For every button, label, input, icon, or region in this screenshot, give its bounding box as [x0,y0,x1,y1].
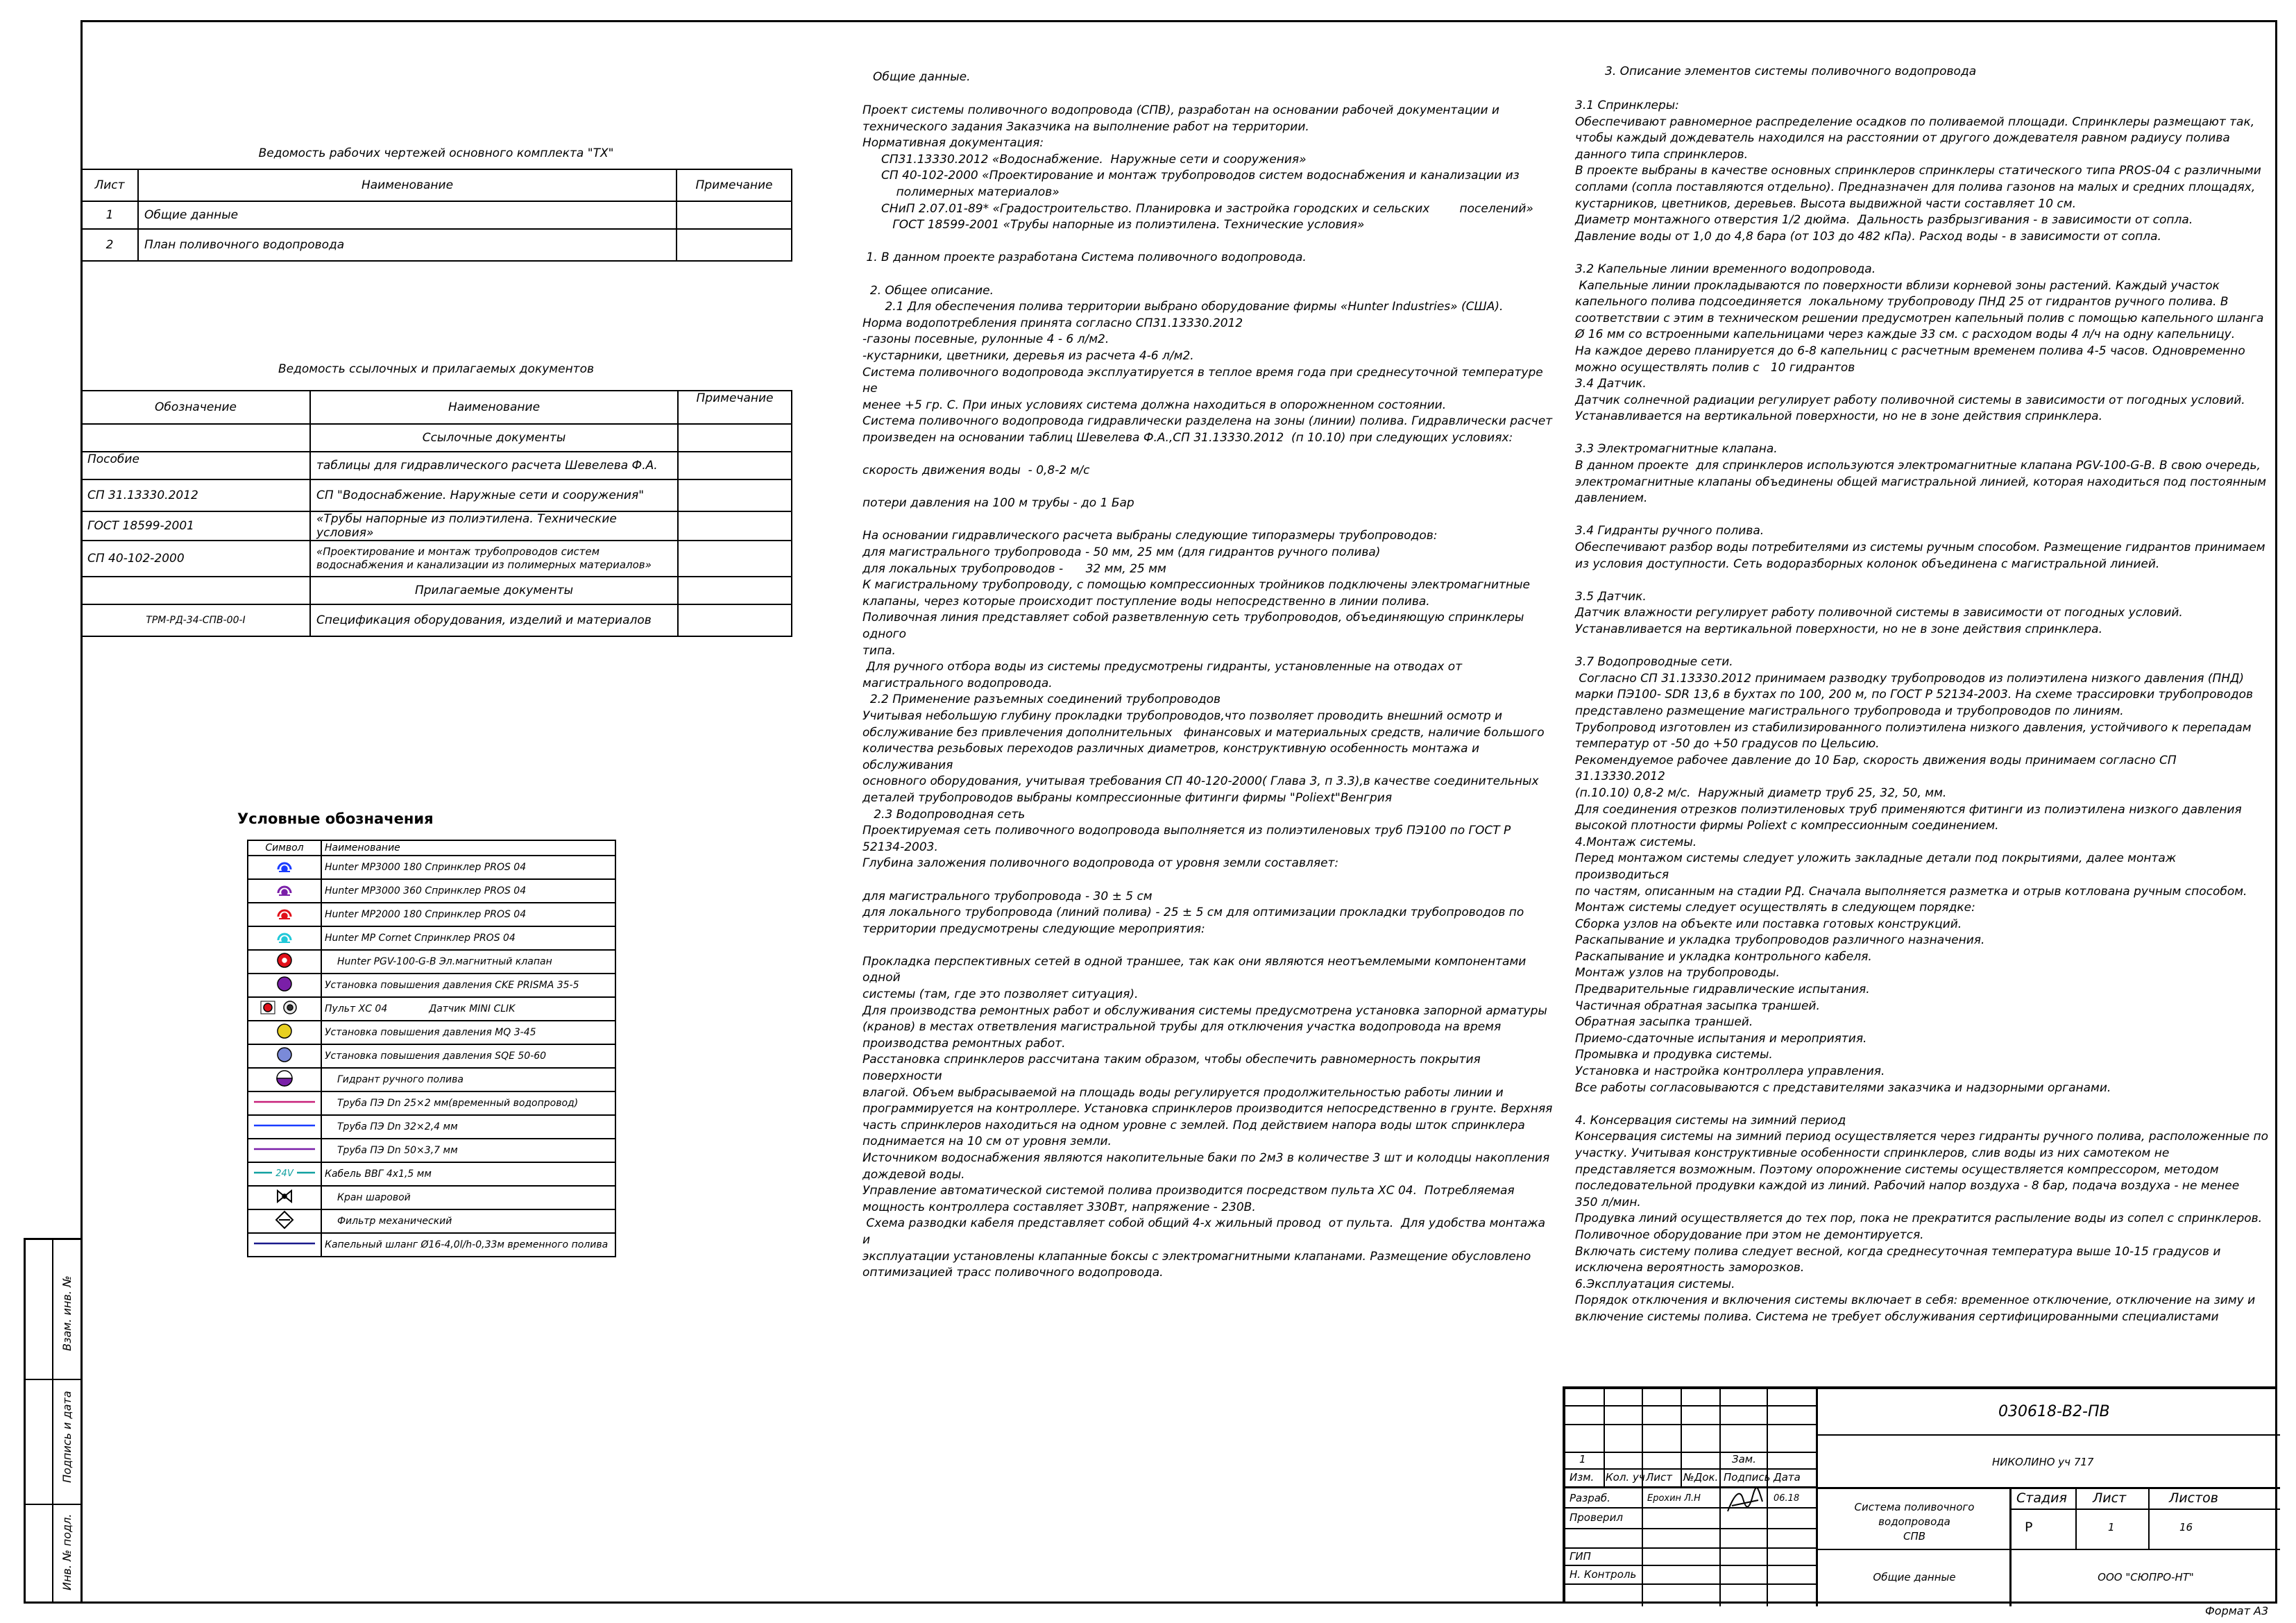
legend-title: Условные обозначения [237,810,434,827]
legend-row [248,997,615,1021]
legend-item-label: Установка повышения давления CKE PRISMA 35-5 [325,980,579,991]
legend-item-name [321,974,615,997]
stamp-name-dev: Ерохин Л.Н [1647,1493,1701,1504]
line-navy-icon [248,1234,321,1253]
general-data-text: Проект системы поливочного водопровода (СПВ), разработан на основании рабочей документации и технического задания Заказчика на выполнение работ на территории. Нормативная документация: СП31.13330.2012 «Водоснабжение. Наружные сети и сооружения» СП 40-102-2000 «Проектирование и монтаж трубопроводов систем водоснабжения и канализации из полимерных материалов» СНиП 2.07.01-89* «Градостроительство. Планировка и застройка городских и сельских поселений» ГОСТ 18599-2001 «Трубы напорные из полиэтилена. Технические условия» 1. В данном проекте разработана Система поливочного водопровода. 2. Общее описание. 2.1 Для обеспечения полива территории выбрано оборудование фирмы «Hunter Industries» (США). Норма водопотребления принята согласно СП31.13330.2012 -газоны посевные, рулонные 4 - 6 л/м2. -кустарники, цветники, деревья из расчета 4-6 л/м2. Система поливочного водопровода эксплуатируется в теплое время года при среднесуточной температуре не менее +5 гр. С. При иных условиях система должна находиться в опорожненном состоянии. Система поливочного водопровода гидравлически разделена на зоны (линии) полива. Гидравлически расчет произведен на основании таблиц Шевелева Ф.А.,СП 31.13330.2012 (п 10.10) при следующих условиях: скорость движения воды - 0,8-2 м/с потери давления на 100 м трубы - до 1 Бар На основании гидравлического расчета выбраны следующие типоразмеры трубопроводов: для магистрального трубопровода - 50 мм, 25 мм (для гидрантов ручного полива) для локальных трубопроводов - 32 мм, 25 мм К магистральному трубопроводу, с помощью компрессионных тройников подключены электромагнитные клапаны, через которые происходит поступление воды непосредственно в линии полива. Поливочная линия представляет собой разветвленную сеть трубопроводов, объединяющую спринклеры одного типа. Для ручного отбора воды из системы предусмотрены гидранты, установленные на отводах от магистрального водопровода. 2.2 Применение разъемных соединений трубопроводов Учитывая небольшую глубину прокладки трубопроводов,что позволяет проводить внешний осмотр и обслуживание без привлечения дополнительных финансовых и материальных средств, наличие большого количества резьбовых переходов различных диаметров, конструктивную особенность монтажа и обслуживания основного оборудования, учитывая требования СП 40-120-2000( Глава 3, п 3.3),в качестве соединительных деталей трубопроводов выбраны компрессионные фитинги фирмы "Poliext"Венгрия 2.3 Водопроводная сеть Проектируемая сеть поливочного водопровода выполняется из полиэтиленовых труб ПЭ100 по ГОСТ Р 52134-2003. Глубина заложения поливочного водопровода от уровня земли составляет: для магистрального трубопровода - 30 ± 5 см для локального трубопровода (линий полива) - 25 ± 5 см для оптимизации прокладки трубопроводов по территории предусмотрены следующие мероприятия: Прокладка перспективных сетей в одной траншее, так как они являются неотъемлемыми компонентами одной системы (там, где это позволяет ситуация). Для производства ремонтных работ и обслуживания системы предусмотрена установка запорной арматуры (кранов) в местах ответвления магистральной трубы для отключения участка водопровода на время производства ремонтных работ. Расстановка спринклеров рассчитана таким образом, чтобы обеспечить равномерность покрытия поверхности влагой. Объем выбрасываемой на площадь воды регулируется продолжительностью работы линии и программируется на контроллере. Установка спринклеров производится непосредственно в грунте. Верхняя часть спринклеров находиться на одном уровне с землей. Под действием напора воды шток спринклера поднимается на 10 см от уровня земли. Источником водоснабжения являются накопительные баки по 2м3 в количестве 3 шт и колодцы накопления дождевой воды. Управление автоматической системой полива производится посредством пульта ХС 04. Потребляемая мощность контроллера составляет 330Вт, напряжение - 230В. Схема разводки кабеля представляет собой общий 4-х жильный провод от пульта. Для удобства монтажа и эксплуатации установлены клапанные боксы с электромагнитными клапанами. Размещение обусловлено оптимизацией трасс поливочного водопровода. [862,103,1553,1280]
general-data-title: Общие данные. [873,70,971,84]
references-section-ref: Ссылочные документы [310,424,678,452]
registry-row-note [677,229,792,261]
legend-item-name [321,1068,615,1091]
references-row-name: таблицы для гидравлического расчета Шевелева Ф.А. [310,452,678,479]
legend-row [248,1233,615,1257]
legend-row [248,1021,615,1044]
side-label-sign-date: Подпись и дата [60,1391,74,1483]
legend-item-label: Труба ПЭ Dn 50×3,7 мм [337,1145,458,1156]
references-header-code: Обозначение [81,391,310,424]
references-row-code: СП 31.13330.2012 [81,479,310,511]
legend-item-label: Капельный шланг Ø16-4,0l/h-0,33м временного полива [325,1239,609,1250]
references-row-code: ГОСТ 18599-2001 [81,511,310,541]
stamp-sheets-label: Листов [2169,1490,2218,1506]
elements-title: 3. Описание элементов системы поливочного водопровода [1605,65,1977,78]
stamp-header-sign: Подпись [1724,1471,1771,1484]
signature-mark [1725,1486,1765,1515]
legend-item-name [321,856,615,879]
legend-row [248,879,615,903]
legend-row [248,1162,615,1186]
references-att-name: Спецификация оборудования, изделий и материалов [310,604,678,636]
legend-item-name [321,1186,615,1209]
legend-item-name [321,1044,615,1068]
legend-symbol-pump-yellow-icon [248,1021,321,1044]
legend-table [247,840,616,1257]
legend-item-label: Установка повышения давления MQ 3-45 [325,1027,536,1038]
legend-symbol-line-blue-icon [248,1115,321,1139]
sprinkler-cyan-icon [248,927,321,946]
legend-item-name [321,879,615,903]
legend-symbol-line-magenta-icon [248,1091,321,1115]
references-table [80,390,792,637]
legend-symbol-ball-valve-icon [248,1186,321,1209]
stamp-header-izm: Изм. [1570,1471,1595,1484]
legend-item-label: Hunter PGV-100-G-B Эл.магнитный клапан [337,956,552,967]
title-block [1563,1386,2277,1604]
legend-item-name [321,1209,615,1233]
stamp-rev-kind: Зам. [1732,1453,1756,1465]
stamp-header-date: Дата [1774,1471,1801,1484]
cable-voltage-label: 24V [275,1169,294,1179]
legend-symbol-filter-icon [248,1209,321,1233]
legend-item-name [321,1162,615,1186]
ball-valve-icon [248,1187,321,1206]
stamp-header-list: Лист [1646,1471,1673,1484]
legend-item-name [321,1021,615,1044]
references-row-code: Пособие [81,452,310,479]
cable-icon [248,1163,321,1182]
sprinkler-purple-icon [248,880,321,899]
stamp-header-kol: Кол. уч [1606,1471,1645,1484]
legend-symbol-line-purple-icon [248,1139,321,1162]
stamp-role-nc: Н. Контроль [1570,1568,1637,1581]
legend-item-label: Hunter MP Cornet Спринклер PROS 04 [325,933,516,944]
valve-red-icon [248,951,321,970]
registry-header-name: Наименование [138,169,677,201]
references-row-name: «Трубы напорные из полиэтилена. Технические условия» [310,511,678,541]
legend-item-label: Фильтр механический [337,1216,452,1227]
stamp-stage: Р [2025,1520,2033,1535]
legend-item-label: Hunter MP3000 360 Спринклер PROS 04 [325,885,527,897]
legend-item-label: Кабель ВВГ 4х1,5 мм [325,1169,432,1180]
legend-item-extra: Датчик MINI CLIK [429,1003,516,1014]
stamp-rev-num: 1 [1579,1453,1586,1465]
legend-symbol-hydrant-icon [248,1068,321,1091]
controller-icon [248,998,321,1017]
legend-item-label: Кран шаровой [337,1192,411,1203]
pump-blue-icon [248,1045,321,1064]
registry-row-sheet: 2 [81,229,138,261]
stamp-system-title: Система поливочного водопровода СПВ [1854,1501,1975,1543]
registry-row-name: Общие данные [138,201,677,229]
legend-item-name [321,950,615,974]
legend-symbol-sprinkler-red-icon [248,903,321,926]
elements-text: 3.1 Спринклеры: Обеспечивают равномерное распределение осадков по поливаемой площади. Спринклеры размещают так, чтобы каждый дождеватель находился на расстоянии от другого дождевателя равном радиусу полива данного типа спринклеров. В проекте выбраны в качестве основных спринклеров спринклеры статического типа PROS-04 с различными соплами (сопла поставляются отдельно). Предназначен для полива газонов на малых и средних площадях, кустарников, цветников, деревьев. Высота выдвижной части составляет 10 см. Диаметр монтажного отверстия 1/2 дюйма. Дальность разбрызгивания - в зависимости от сопла. Давление воды от 1,0 до 4,8 бара (от 103 до 482 кПа). Расход воды - в зависимости от сопла. 3.2 Капельные линии временного водопровода. Капельные линии прокладываются по поверхности вблизи корневой зоны растений. Каждый участок капельного полива подсоединяется локальному трубопроводу ПНД 25 от гидрантов ручного полива. В соответствии с этим в техническом решении предусмотрен капельный полив с помощью капельного шланга Ø 16 мм со встроенными капельницами через каждые 33 см. с расходом воды 4 л/ч на одну капельницу. На каждое дерево планируется до 6-8 капельниц с расчетным временем полива 4-5 часов. Одновременно можно осуществлять полив с 10 гидрантов 3.4 Датчик. Датчик солнечной радиации регулирует работу поливочной системы в зависимости от погодных условий. Устанавливается на вертикальной поверхности, но не в зоне действия спринклера. 3.3 Электромагнитные клапана. В данном проекте для спринклеров используются электромагнитные клапана PGV-100-G-B. В свою очередь, электромагнитные клапаны объединены общей магистральной линией, которая находиться под постоянным давлением. 3.4 Гидранты ручного полива. Обеспечивают разбор воды потребителями из системы ручным способом. Размещение гидрантов принимаем из условия доступности. Сеть водоразборных колонок объединена с магистральной линией. 3.5 Датчик. Датчик влажности регулирует работу поливочной системы в зависимости от погодных условий. Устанавливается на вертикальной поверхности, но не в зоне действия спринклера. 3.7 Водопроводные сети. Согласно СП 31.13330.2012 принимаем разводку трубопроводов из полиэтилена низкого давления (ПНД) марки ПЭ100- SDR 13,6 в бухтах по 100, 200 м, по ГОСТ Р 52134-2003. На схеме трассировки трубопроводов представлено размещение магистрального трубопровода и трубопроводов по линиям. Трубопровод изготовлен из стабилизированного полиэтилена низкого давления, устойчивого к перепадам температур от -50 до +50 градусов по Цельсию. Рекомендуемое рабочее давление до 10 Бар, скорость движения воды принимаем согласно СП 31.13330.2012 (п.10.10) 0,8-2 м/с. Наружный диаметр труб 25, 32, 50, мм. Для соединения отрезков полиэтиленовых труб применяются фитинги из полиэтилена низкого давления высокой плотности фирмы Poliext с компрессионным соединением. 4.Монтаж системы. Перед монтажом системы следует уложить закладные детали под покрытиями, далее монтаж производиться по частям, описанным на стадии РД. Сначала выполняется разметка и отрыв котлована ручным способом. Монтаж системы следует осуществлять в следующем порядке: Сборка узлов на объекте или поставка готовых конструкций. Раскапывание и укладка трубопроводов различного назначения. Раскапывание и укладка контрольного кабеля. Монтаж узлов на трубопроводы. Предварительные гидравлические испытания. Частичная обратная засыпка траншей. Обратная засыпка траншей. Приемо-сдаточные испытания и мероприятия. Промывка и продувка системы. Установка и настройка контроллера управления. Все работы согласовываются с представителями заказчика и надзорными органами. 4. Консервация системы на зимний период Консервация системы на зимний период осуществляется через гидранты ручного полива, расположенные по участку. Учитывая конструктивные особенности спринклеров, слив воды из них самотеком не представляется возможным. Поэтому опорожнение системы осуществляется компрессором, методом последовательной продувки каждой из линий. Рабочий напор воздуха - 8 бар, подача воздуха - не менее 350 л/мин. Продувка линий осуществляется до тех пор, пока не прекратится распыление воды из сопел с спринклеров. Поливочное оборудование при этом не демонтируется. Включать систему полива следует весной, когда среднесуточная температура выше 10-15 градусов и исключена вероятность заморозков. 6.Эксплуатация системы. Порядок отключения и включения системы включает в себя: временное отключение, отключение на зиму и включение системы полива. Система не требует обслуживания сертифицированными специалистами [1575,99,2268,1324]
sprinkler-red-icon [248,903,321,923]
pump-purple-icon [248,974,321,994]
legend-symbol-pump-purple-icon [248,974,321,997]
legend-row [248,1186,615,1209]
legend-item-label: Hunter MP2000 180 Спринклер PROS 04 [325,909,527,920]
stamp-object: НИКОЛИНО уч 717 [1992,1456,2094,1468]
references-row-name: СП "Водоснабжение. Наружные сети и сооружения" [310,479,678,511]
legend-symbol-controller-icon [248,997,321,1021]
legend-item-label: Труба ПЭ Dn 32×2,4 мм [337,1121,458,1132]
legend-row [248,1209,615,1233]
stamp-role-gip: ГИП [1570,1550,1591,1563]
legend-row [248,1139,615,1162]
legend-item-name [321,1091,615,1115]
legend-row [248,1091,615,1115]
registry-row-name: План поливочного водопровода [138,229,677,261]
references-att-code: ТРМ-РД-34-СПВ-00-I [81,604,310,636]
references-header-note: Примечание [678,391,792,424]
legend-item-label: Установка повышения давления SQE 50-60 [325,1051,547,1062]
references-section-attached: Прилагаемые документы [310,577,678,604]
registry-row-note [677,201,792,229]
stamp-sheets: 16 [2179,1521,2193,1533]
legend-item-name [321,997,615,1021]
legend-symbol-sprinkler-blue-icon [248,856,321,879]
legend-row [248,1115,615,1139]
legend-row [248,903,615,926]
legend-row [248,856,615,879]
stamp-sheet-label: Лист [2093,1490,2127,1506]
registry-row-sheet: 1 [81,201,138,229]
legend-item-label: Труба ПЭ Dn 25×2 мм(временный водопровод) [337,1098,579,1109]
registry-table [80,169,792,262]
legend-item-label: Гидрант ручного полива [337,1074,464,1085]
legend-row [248,950,615,974]
references-row-name: «Проектирование и монтаж трубопроводов систем водоснабжения и канализации из полимерных материалов» [310,541,678,577]
line-magenta-icon [248,1092,321,1112]
legend-header-symbol: Символ [248,840,321,856]
registry-caption: Ведомость рабочих чертежей основного комплекта "ТХ" [258,146,614,160]
legend-item-label: Hunter MP3000 180 Спринклер PROS 04 [325,862,527,873]
side-label-inv-change: Взам. инв. № [60,1275,74,1351]
legend-symbol-cable-icon [248,1162,321,1186]
stamp-date-dev: 06.18 [1774,1493,1800,1504]
references-row-code: СП 40-102-2000 [81,541,310,577]
references-header-name: Наименование [310,391,678,424]
legend-row [248,1068,615,1091]
stamp-sheet: 1 [2108,1521,2115,1533]
stamp-stage-label: Стадия [2016,1490,2067,1506]
legend-symbol-sprinkler-purple-icon [248,879,321,903]
references-caption: Ведомость ссылочных и прилагаемых документов [278,362,594,376]
stamp-header-doc: №Док. [1683,1471,1719,1484]
legend-row [248,974,615,997]
stamp-sheet-title: Общие данные [1873,1571,1956,1583]
legend-symbol-line-navy-icon [248,1233,321,1257]
line-blue-icon [248,1116,321,1135]
legend-item-name [321,903,615,926]
stamp-code: 030618-В2-ПВ [1998,1403,2110,1420]
registry-header-sheet: Лист [81,169,138,201]
legend-item-name [321,926,615,950]
legend-row [248,926,615,950]
legend-symbol-valve-red-icon [248,950,321,974]
side-stamp-strip [24,1238,80,1604]
hydrant-icon [248,1069,321,1088]
stamp-role-dev: Разраб. [1570,1492,1610,1504]
filter-icon [248,1210,321,1230]
legend-item-name [321,1115,615,1139]
line-purple-icon [248,1139,321,1159]
legend-symbol-pump-blue-icon [248,1044,321,1068]
format-label: Формат А3 [2205,1604,2269,1617]
legend-item-name [321,1139,615,1162]
pump-yellow-icon [248,1021,321,1041]
legend-header-name: Наименование [321,840,615,856]
sprinkler-blue-icon [248,856,321,876]
stamp-company: ООО "СЮПРО-НТ" [2098,1571,2194,1583]
legend-item-name [321,1233,615,1257]
side-label-inv-orig: Инв. № подл. [60,1513,74,1590]
stamp-role-check: Проверил [1570,1511,1623,1524]
legend-item-label: Пульт ХС 04 [325,1003,388,1014]
legend-symbol-sprinkler-cyan-icon [248,926,321,950]
registry-header-note: Примечание [677,169,792,201]
legend-row [248,1044,615,1068]
